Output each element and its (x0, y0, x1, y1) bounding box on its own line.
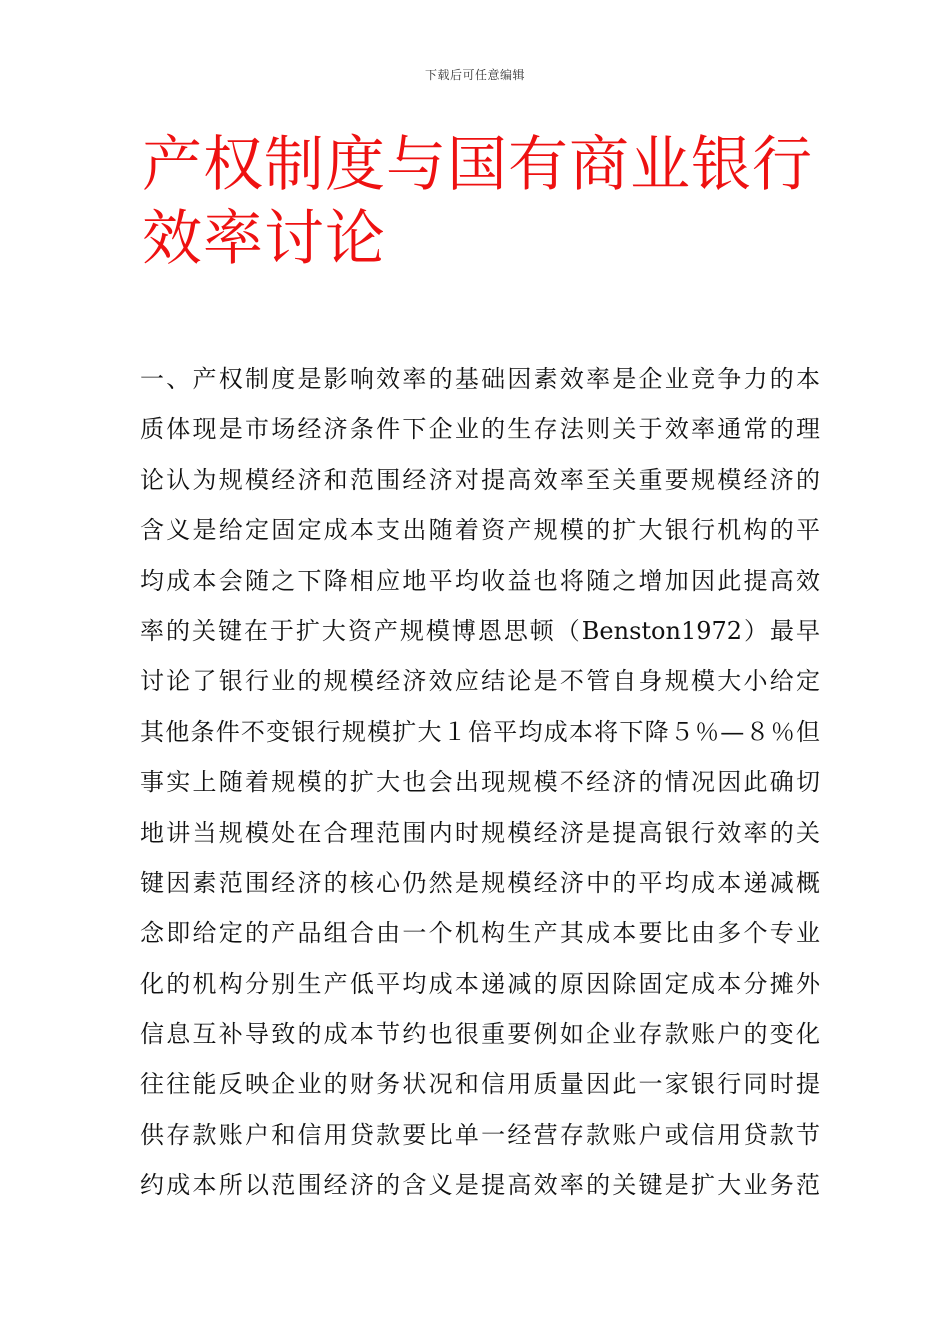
body-line: 含义是给定固定成本支出随着资产规模的扩大银行机构的平 (140, 516, 820, 545)
body-line: 念即给定的产品组合由一个机构生产其成本要比由多个专业 (140, 919, 820, 948)
body-line: 信息互补导致的成本节约也很重要例如企业存款账户的变化 (140, 1020, 820, 1049)
header-note: 下载后可任意编辑 (424, 68, 525, 82)
body-line: 讨论了银行业的规模经济效应结论是不管自身规模大小给定 (140, 667, 820, 696)
body-line: 地讲当规模处在合理范围内时规模经济是提高银行效率的关 (140, 818, 820, 847)
body-paragraph (140, 354, 820, 1211)
document-title (142, 128, 822, 276)
title-line: 效率讨论 (142, 204, 386, 274)
body-line: 键因素范围经济的核心仍然是规模经济中的平均成本递减概 (140, 868, 820, 897)
body-line: 论认为规模经济和范围经济对提高效率至关重要规模经济的 (140, 465, 820, 494)
body-line: 事实上随着规模的扩大也会出现规模不经济的情况因此确切 (140, 768, 820, 797)
body-line: 质体现是市场经济条件下企业的生存法则关于效率通常的理 (140, 415, 820, 444)
body-line: 约成本所以范围经济的含义是提高效率的关键是扩大业务范 (140, 1171, 820, 1200)
body-line: 化的机构分别生产低平均成本递减的原因除固定成本分摊外 (140, 969, 820, 998)
body-line: 往往能反映企业的财务状况和信用质量因此一家银行同时提 (140, 1070, 820, 1099)
body-line: 供存款账户和信用贷款要比单一经营存款账户或信用贷款节 (140, 1120, 820, 1149)
title-line: 产权制度与国有商业银行 (142, 130, 813, 200)
body-line: 均成本会随之下降相应地平均收益也将随之增加因此提高效 (140, 566, 820, 595)
body-line: 其他条件不变银行规模扩大１倍平均成本将下降５％—８％但 (140, 717, 820, 746)
body-line: 率的关键在于扩大资产规模博恩思顿（Benston1972）最早 (140, 616, 820, 645)
body-line: 一、产权制度是影响效率的基础因素效率是企业竞争力的本 (140, 365, 820, 393)
